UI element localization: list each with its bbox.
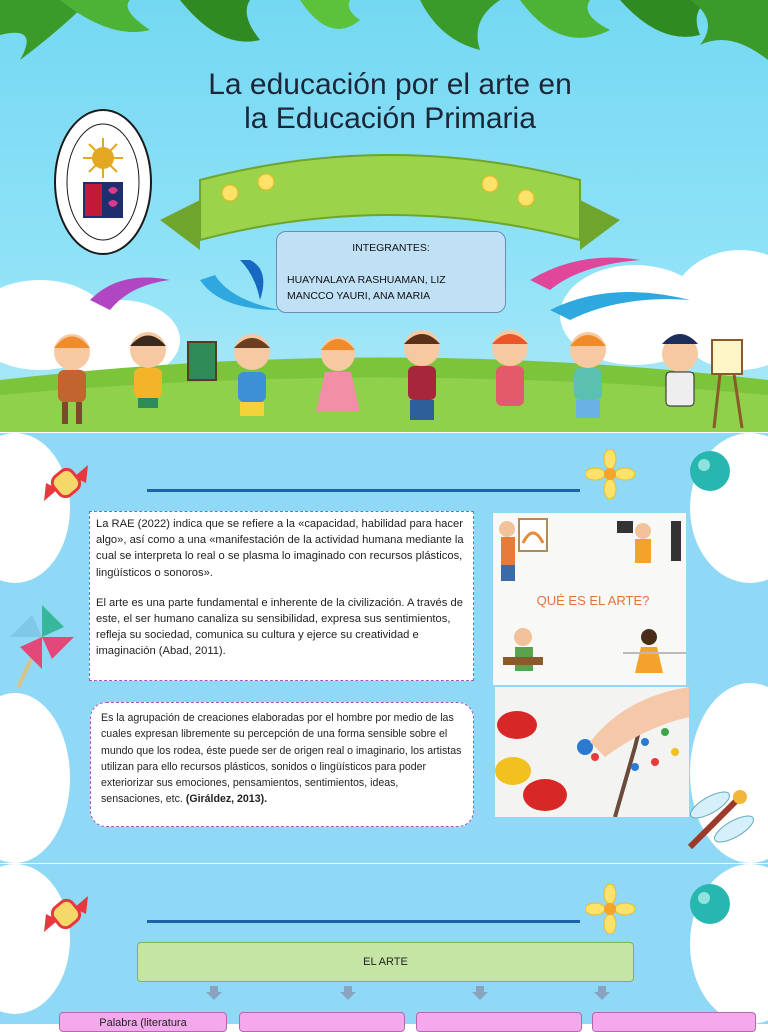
child-6: [492, 330, 528, 406]
arrow-down-icon: [594, 986, 610, 1000]
image-caption: QUÉ ES EL ARTE?: [536, 593, 650, 608]
slide-cover: [0, 0, 768, 432]
children-illustration: [30, 320, 750, 432]
candy-icon: [36, 453, 96, 513]
candy-icon: [36, 884, 96, 944]
concept-text-box: [90, 702, 474, 827]
university-seal-logo: [53, 108, 153, 256]
concept-paragraph: Es la agrupación de creaciones elaboradas por el hombre por medio de las cuales expresan libremente su percepción de una forma sensible sobre el mundo que los rodea, éste puede ser de origen real o imaginario, los artistas utilizan para ello recursos plásticos, sonidos o lingüísticos para poder exteriorizar sus emociones, pensamientos, sentimientos, ideas, sensaciones, etc.: [101, 712, 462, 806]
lollipop-icon: [686, 880, 746, 960]
child-2: [130, 332, 216, 408]
child-5: [404, 330, 440, 420]
branch-box-3: [416, 1012, 582, 1032]
what-is-art-image: [493, 513, 686, 685]
title-line-2: la Educación Primaria: [244, 102, 536, 135]
arrow-down-icon: [472, 986, 488, 1000]
palm-leaves-decoration: [0, 0, 768, 70]
definition-paragraph-2: El arte es una parte fundamental e inherente de la civilización. A través de este, el ser humano canaliza su sensibilidad, expresa sus sentimientos, refleja su sociedad, comunica su cultura y ejerce su creatividad e imaginación (Abad, 2011).: [96, 596, 463, 658]
flower-icon: [585, 884, 635, 934]
lollipop-icon: [686, 447, 746, 527]
definition-text-box: [89, 511, 474, 681]
member-name-2: MANCCO YAURI, ANA MARIA: [287, 290, 431, 302]
dragonfly-icon: [680, 785, 760, 855]
branch-box-1: Palabra (literatura: [59, 1012, 227, 1032]
child-8: [662, 334, 742, 428]
cover-title: [140, 68, 640, 136]
arrow-down-icon: [340, 986, 356, 1000]
chart-root-el-arte: EL ARTE: [137, 942, 634, 982]
members-label: INTEGRANTES:: [352, 242, 430, 254]
definition-paragraph-1: La RAE (2022) indica que se refiere a la «capacidad, habilidad para hacer algo», así como a una «manifestación de la actividad humana mediante la cual se interpreta lo real o se plasma lo imaginado con recursos plásticos, lingüísticos o sonoros».: [96, 518, 464, 579]
arrow-down-icon: [206, 986, 222, 1000]
child-1: [54, 334, 90, 424]
child-4: [316, 337, 360, 412]
finger-painting-photo: [495, 687, 689, 817]
pinwheel-icon: [4, 599, 80, 689]
child-3: [234, 334, 270, 416]
title-line-1: La educación por el arte en: [208, 68, 572, 101]
branch-box-2: [239, 1012, 405, 1032]
title-underline: [147, 920, 580, 923]
member-name-1: HUAYNALAYA RASHUAMAN, LIZ: [287, 274, 446, 286]
child-7: [570, 332, 606, 418]
title-underline: [147, 489, 580, 492]
cloud: [0, 693, 70, 863]
concept-citation: (Giráldez, 2013).: [185, 793, 268, 806]
flower-icon: [585, 449, 635, 499]
branch-box-4: [592, 1012, 756, 1032]
